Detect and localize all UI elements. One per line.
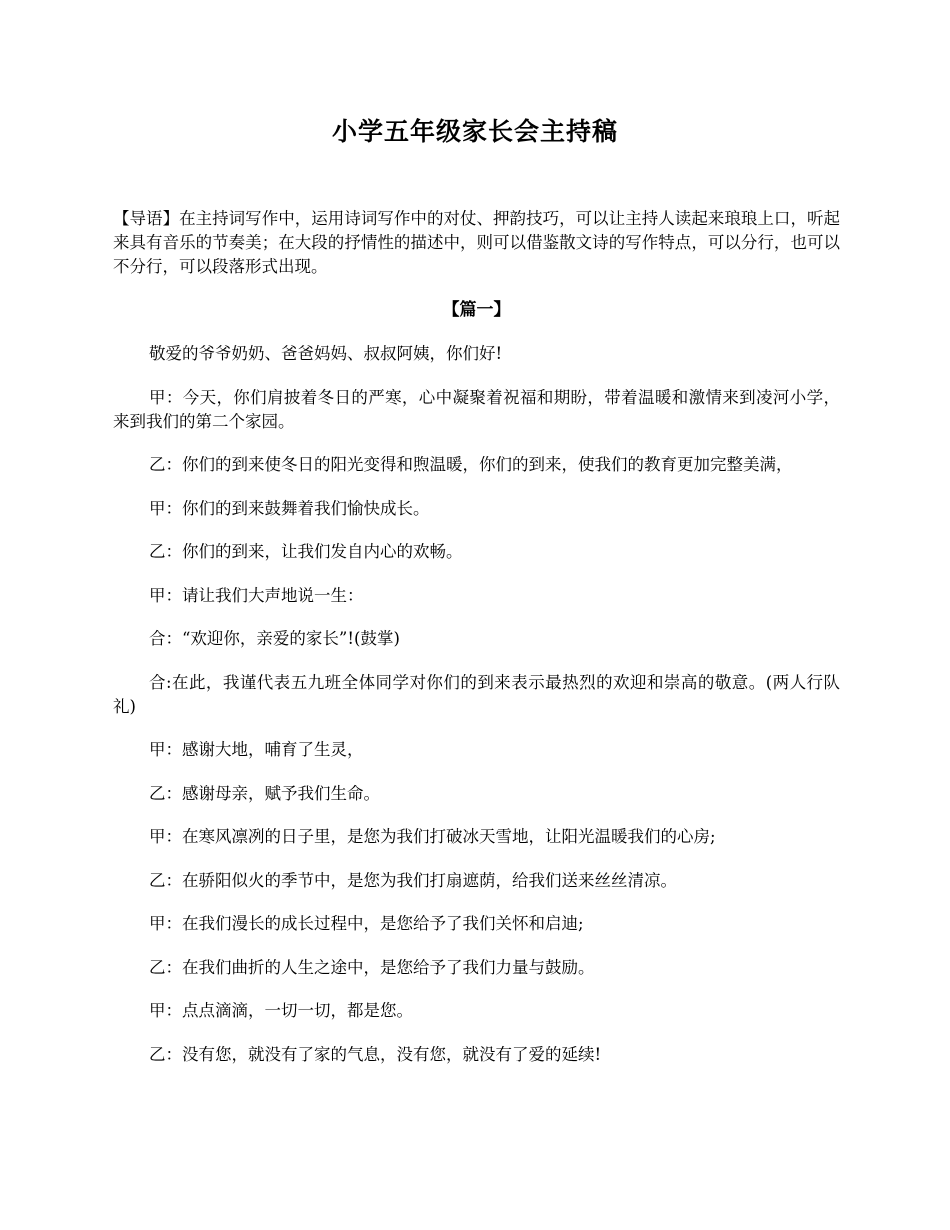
paragraph: 合:在此，我谨代表五九班全体同学对你们的到来表示最热烈的欢迎和崇高的敬意。(两人行队礼) <box>113 672 840 716</box>
paragraph: 合：“欢迎你，亲爱的家长”!(鼓掌) <box>149 629 400 648</box>
paragraph: 乙：在骄阳似火的季节中，是您为我们打扇遮荫，给我们送来丝丝清凉。 <box>149 870 677 890</box>
paragraph: 甲：在我们漫长的成长过程中，是您给予了我们关怀和启迪; <box>149 914 584 933</box>
paragraph: 乙：感谢母亲，赋予我们生命。 <box>149 783 380 803</box>
paragraph: 乙：你们的到来使冬日的阳光变得和煦温暖，你们的到来，使我们的教育更加完整美满， <box>149 455 793 474</box>
paragraph: 乙：你们的到来，让我们发自内心的欢畅。 <box>149 542 463 561</box>
paragraph: 甲：你们的到来鼓舞着我们愉快成长。 <box>149 498 430 518</box>
section-heading: 【篇一】 <box>442 300 511 320</box>
paragraph: 乙：在我们曲折的人生之途中，是您给予了我们力量与鼓励。 <box>149 957 595 977</box>
paragraph: 乙：没有您，就没有了家的气息，没有您，就没有了爱的延续! <box>149 1044 602 1064</box>
paragraph: 甲：感谢大地，哺育了生灵， <box>149 740 364 759</box>
paragraph: 敬爱的爷爷奶奶、爸爸妈妈、叔叔阿姨，你们好! <box>149 344 503 363</box>
paragraph: 甲：今天，你们肩披着冬日的严寒，心中凝聚着祝福和期盼，带着温暖和激情来到凌河小学，来到我们的第二个家园。 <box>113 387 840 431</box>
intro-paragraph: 【导语】在主持词写作中，运用诗词写作中的对仗、押韵技巧，可以让主持人读起来琅琅上口，听起来具有音乐的节奏美；在大段的抒情性的描述中，则可以借鉴散文诗的写作特点，可以分行，也可以不分行，可以段落形式出现。 <box>113 209 840 276</box>
document-title: 小学五年级家长会主持稿 <box>331 117 618 146</box>
paragraph: 甲：请让我们大声地说一生： <box>149 585 364 605</box>
paragraph: 甲：在寒风凛冽的日子里，是您为我们打破冰天雪地，让阳光温暖我们的心房; <box>149 827 716 846</box>
document-body <box>113 207 840 1086</box>
paragraph: 甲：点点滴滴，一切一切，都是您。 <box>149 1001 413 1020</box>
